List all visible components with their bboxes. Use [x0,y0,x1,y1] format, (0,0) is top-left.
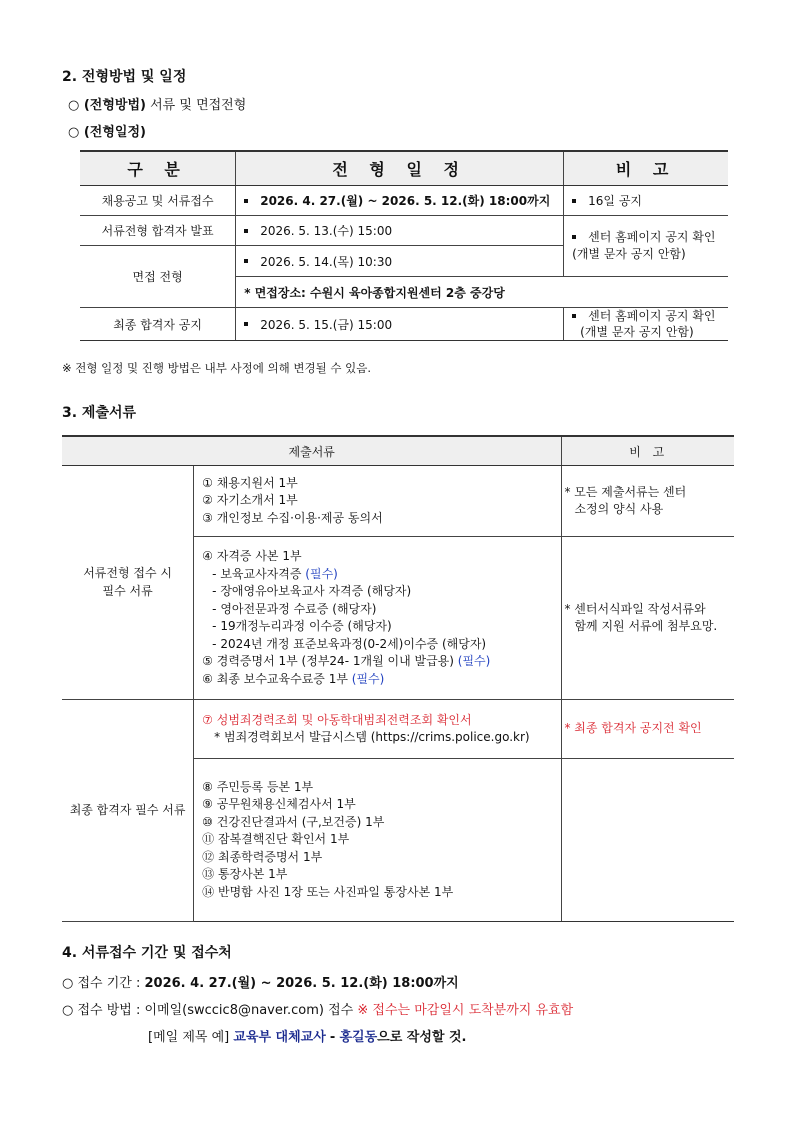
note-line-1: * 센터서식파일 작성서류와 [564,601,706,616]
subject-part-a: 교육부 대체교사 [233,1030,326,1045]
group1-note [562,466,734,537]
header-schedule: 전 형 일 정 [236,151,564,186]
method-label: ○ (전형방법) [68,98,146,113]
row-category: 최종 합격자 공지 [80,308,236,341]
method-line [68,94,246,113]
list-item: - 2024년 개정 표준보육과정(0-2세)이수증 (해당자) [212,636,487,651]
subject-dash: - [329,1030,336,1045]
list-item: ⑫ 최종학력증명서 1부 [202,849,323,864]
note-text: 센터 홈페이지 공지 확인 [588,309,716,323]
schedule-text: 2026. 5. 13.(수) 15:00 [260,224,393,238]
row-note [564,216,728,277]
list-item: - 19개정누리과정 이수증 (해당자) [212,619,392,633]
list-item: ② 자기소개서 1부 [202,493,298,508]
list-item: ⑬ 통장사본 1부 [202,867,288,882]
list-item: - 영아전문과정 수료증 (해당자) [212,601,377,616]
list-item: ⑧ 주민등록 등본 1부 [202,779,314,794]
list-item: ⑨ 공무원채용신체검사서 1부 [202,797,356,812]
bullet-icon [244,229,248,233]
note-text: 16일 공지 [588,194,643,208]
group3-note: * 최종 합격자 공지전 확인 [562,700,734,759]
interview-location: * 면접장소: 수원시 육아종합지원센터 2층 중강당 [236,277,728,308]
note-line-1 [572,229,720,246]
subject-prefix: [메일 제목 예] [148,1030,230,1045]
row-note [564,186,728,216]
item-text: ⑤ 경력증명서 1부 (정부24- 1개월 이내 발급용) [202,654,454,668]
section4-title: 4. 서류접수 기간 및 접수처 [62,945,232,961]
schedule-text: 2026. 5. 15.(금) 15:00 [260,317,393,332]
table-row [80,216,728,246]
table-row [80,308,728,341]
header-note: 비 고 [564,151,728,186]
note-line-1: * 모든 제출서류는 센터 [564,484,687,499]
note-text: 센터 홈페이지 공지 확인 [588,230,716,244]
table-row [62,466,734,537]
section3-title: 3. 제출서류 [62,405,137,421]
list-item: - 장애영유아보육교사 자격증 (해당자) [212,584,412,598]
list-item [202,566,553,584]
list-item: ③ 개인정보 수집·이용·제공 동의서 [202,510,383,525]
method-value: 서류 및 면접전형 [150,98,247,113]
documents-header-row [62,436,734,466]
schedule-text: 2026. 4. 27.(월) ~ 2026. 5. 12.(화) 18:00까지 [260,194,551,208]
subject-example-line [148,1026,467,1045]
section2-title: 2. 전형방법 및 일정 [62,69,187,85]
schedule-text: 2026. 5. 14.(목) 10:30 [260,254,393,269]
bullet-icon [572,235,576,239]
list-item: ⑩ 건강진단결과서 (구,보건증) 1부 [202,814,385,829]
row-schedule [236,308,564,341]
document-group-3 [194,700,562,759]
deadline-note: ※ 접수는 마감일시 도착분까지 유효함 [357,1003,574,1018]
list-item [202,671,553,689]
subject-part-b: 홍길동 [339,1030,378,1045]
row-category: 서류전형 합격자 발표 [80,216,236,246]
bullet-icon [572,199,576,203]
note-line-2: 소정의 양식 사용 [574,502,664,516]
period-line [62,972,459,991]
documents-table [62,435,734,922]
subject-suffix: 으로 작성할 것. [377,1030,467,1045]
list-item: ⑭ 반명함 사진 1장 또는 사진파일 통장사본 1부 [202,884,454,899]
required-tag: (필수) [305,566,338,581]
method-line-2 [62,999,573,1018]
required-tag: (필수) [351,671,385,686]
header-documents: 제출서류 [62,436,562,466]
row-schedule [236,186,564,216]
document-group-1 [194,466,562,537]
stage-label [62,466,194,700]
row-note [564,308,728,341]
sub-item-text: - 보육교사자격증 [212,566,302,581]
note-line-2: (개별 문자 공지 안함) [580,325,694,339]
group2-note [562,537,734,700]
header-category: 구 분 [80,151,236,186]
schedule-header-row [80,151,728,186]
row-schedule [236,246,564,277]
period-label: ○ 접수 기간 : [62,976,141,991]
stage-label-line-1: 서류전형 접수 시 [83,566,172,580]
header-note: 비 고 [562,436,734,466]
final-stage-label: 최종 합격자 필수 서류 [62,700,194,922]
list-item: ⑦ 성범죄경력조회 및 아동학대범죄전력조회 확인서 [202,712,472,727]
document-group-2 [194,537,562,700]
note-line-2: (개별 문자 공지 안함) [572,247,686,261]
list-item [202,653,553,671]
item-text: ⑥ 최종 보수교육수료증 1부 [202,671,348,686]
required-tag: (필수) [457,654,491,668]
schedule-notice: ※ 전형 일정 및 진행 방법은 내부 사정에 의해 변경될 수 있음. [62,361,372,375]
bullet-icon [244,259,248,263]
stage-label-line-2: 필수 서류 [102,583,153,598]
row-schedule [236,216,564,246]
row-category: 면접 전형 [80,246,236,308]
table-row [80,186,728,216]
document-group-4 [194,759,562,922]
note-line-2: 함께 지원 서류에 첨부요망. [574,619,718,633]
bullet-icon [244,322,248,326]
list-item: ① 채용지원서 1부 [202,475,298,490]
bullet-icon [572,314,576,318]
bullet-icon [244,199,248,203]
period-value: 2026. 4. 27.(월) ~ 2026. 5. 12.(화) 18:00까지 [144,976,459,991]
table-row [62,700,734,759]
schedule-table [80,150,728,341]
schedule-label: ○ (전형일정) [68,125,146,140]
list-item: ⑪ 잠복결핵진단 확인서 1부 [202,832,350,847]
list-item: * 범죄경력회보서 발급시스템 (https://crims.police.go.kr) [214,730,530,744]
list-item: ④ 자격증 사본 1부 [202,549,302,563]
submit-method: ○ 접수 방법 : 이메일(swccic8@naver.com) 접수 [62,1003,354,1018]
row-category: 채용공고 및 서류접수 [80,186,236,216]
note-line-1 [572,308,720,324]
group4-note [562,759,734,922]
